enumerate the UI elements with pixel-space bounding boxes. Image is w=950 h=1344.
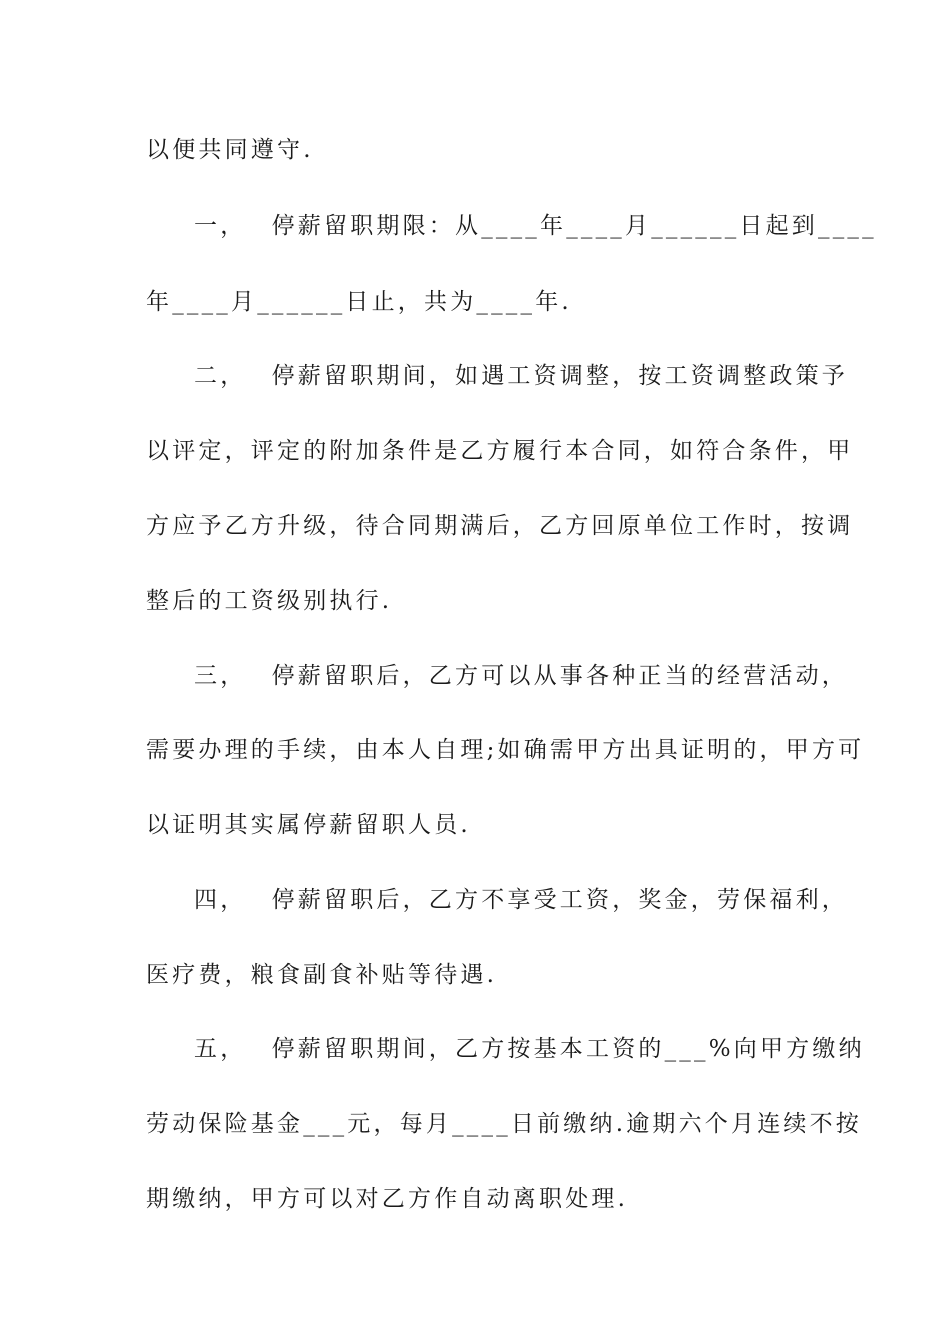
clause-5-line-3: 期缴纳，甲方可以对乙方作自动离职处理. xyxy=(146,1186,629,1212)
clause-3-line-3: 以证明其实属停薪留职人员. xyxy=(146,812,471,838)
text-line: 以便共同遵守. xyxy=(146,137,314,163)
clause-2-line-2: 以评定，评定的附加条件是乙方履行本合同，如符合条件，甲 xyxy=(146,438,854,464)
clause-4-line-1: 四， 停薪留职后，乙方不享受工资，奖金，劳保福利， xyxy=(194,887,849,913)
clause-5-line-2: 劳动保险基金___元，每月____日前缴纳.逾期六个月连续不按 xyxy=(146,1111,863,1137)
clause-3-line-1: 三， 停薪留职后，乙方可以从事各种正当的经营活动， xyxy=(194,663,849,689)
clause-3-line-2: 需要办理的手续，由本人自理;如确需甲方出具证明的，甲方可 xyxy=(146,737,865,763)
clause-5-line-1: 五， 停薪留职期间，乙方按基本工资的___%向甲方缴纳 xyxy=(194,1036,865,1062)
clause-1-line-1: 一， 停薪留职期限：从____年____月______日起到____ xyxy=(194,213,877,239)
clause-1-line-2: 年____月______日止，共为____年. xyxy=(146,289,572,315)
clause-2-line-4: 整后的工资级别执行. xyxy=(146,588,393,614)
clause-2-line-3: 方应予乙方升级，待合同期满后，乙方回原单位工作时，按调 xyxy=(146,513,854,539)
clause-4-line-2: 医疗费，粮食副食补贴等待遇. xyxy=(146,962,498,988)
clause-2-line-1: 二， 停薪留职期间，如遇工资调整，按工资调整政策予 xyxy=(194,363,849,389)
